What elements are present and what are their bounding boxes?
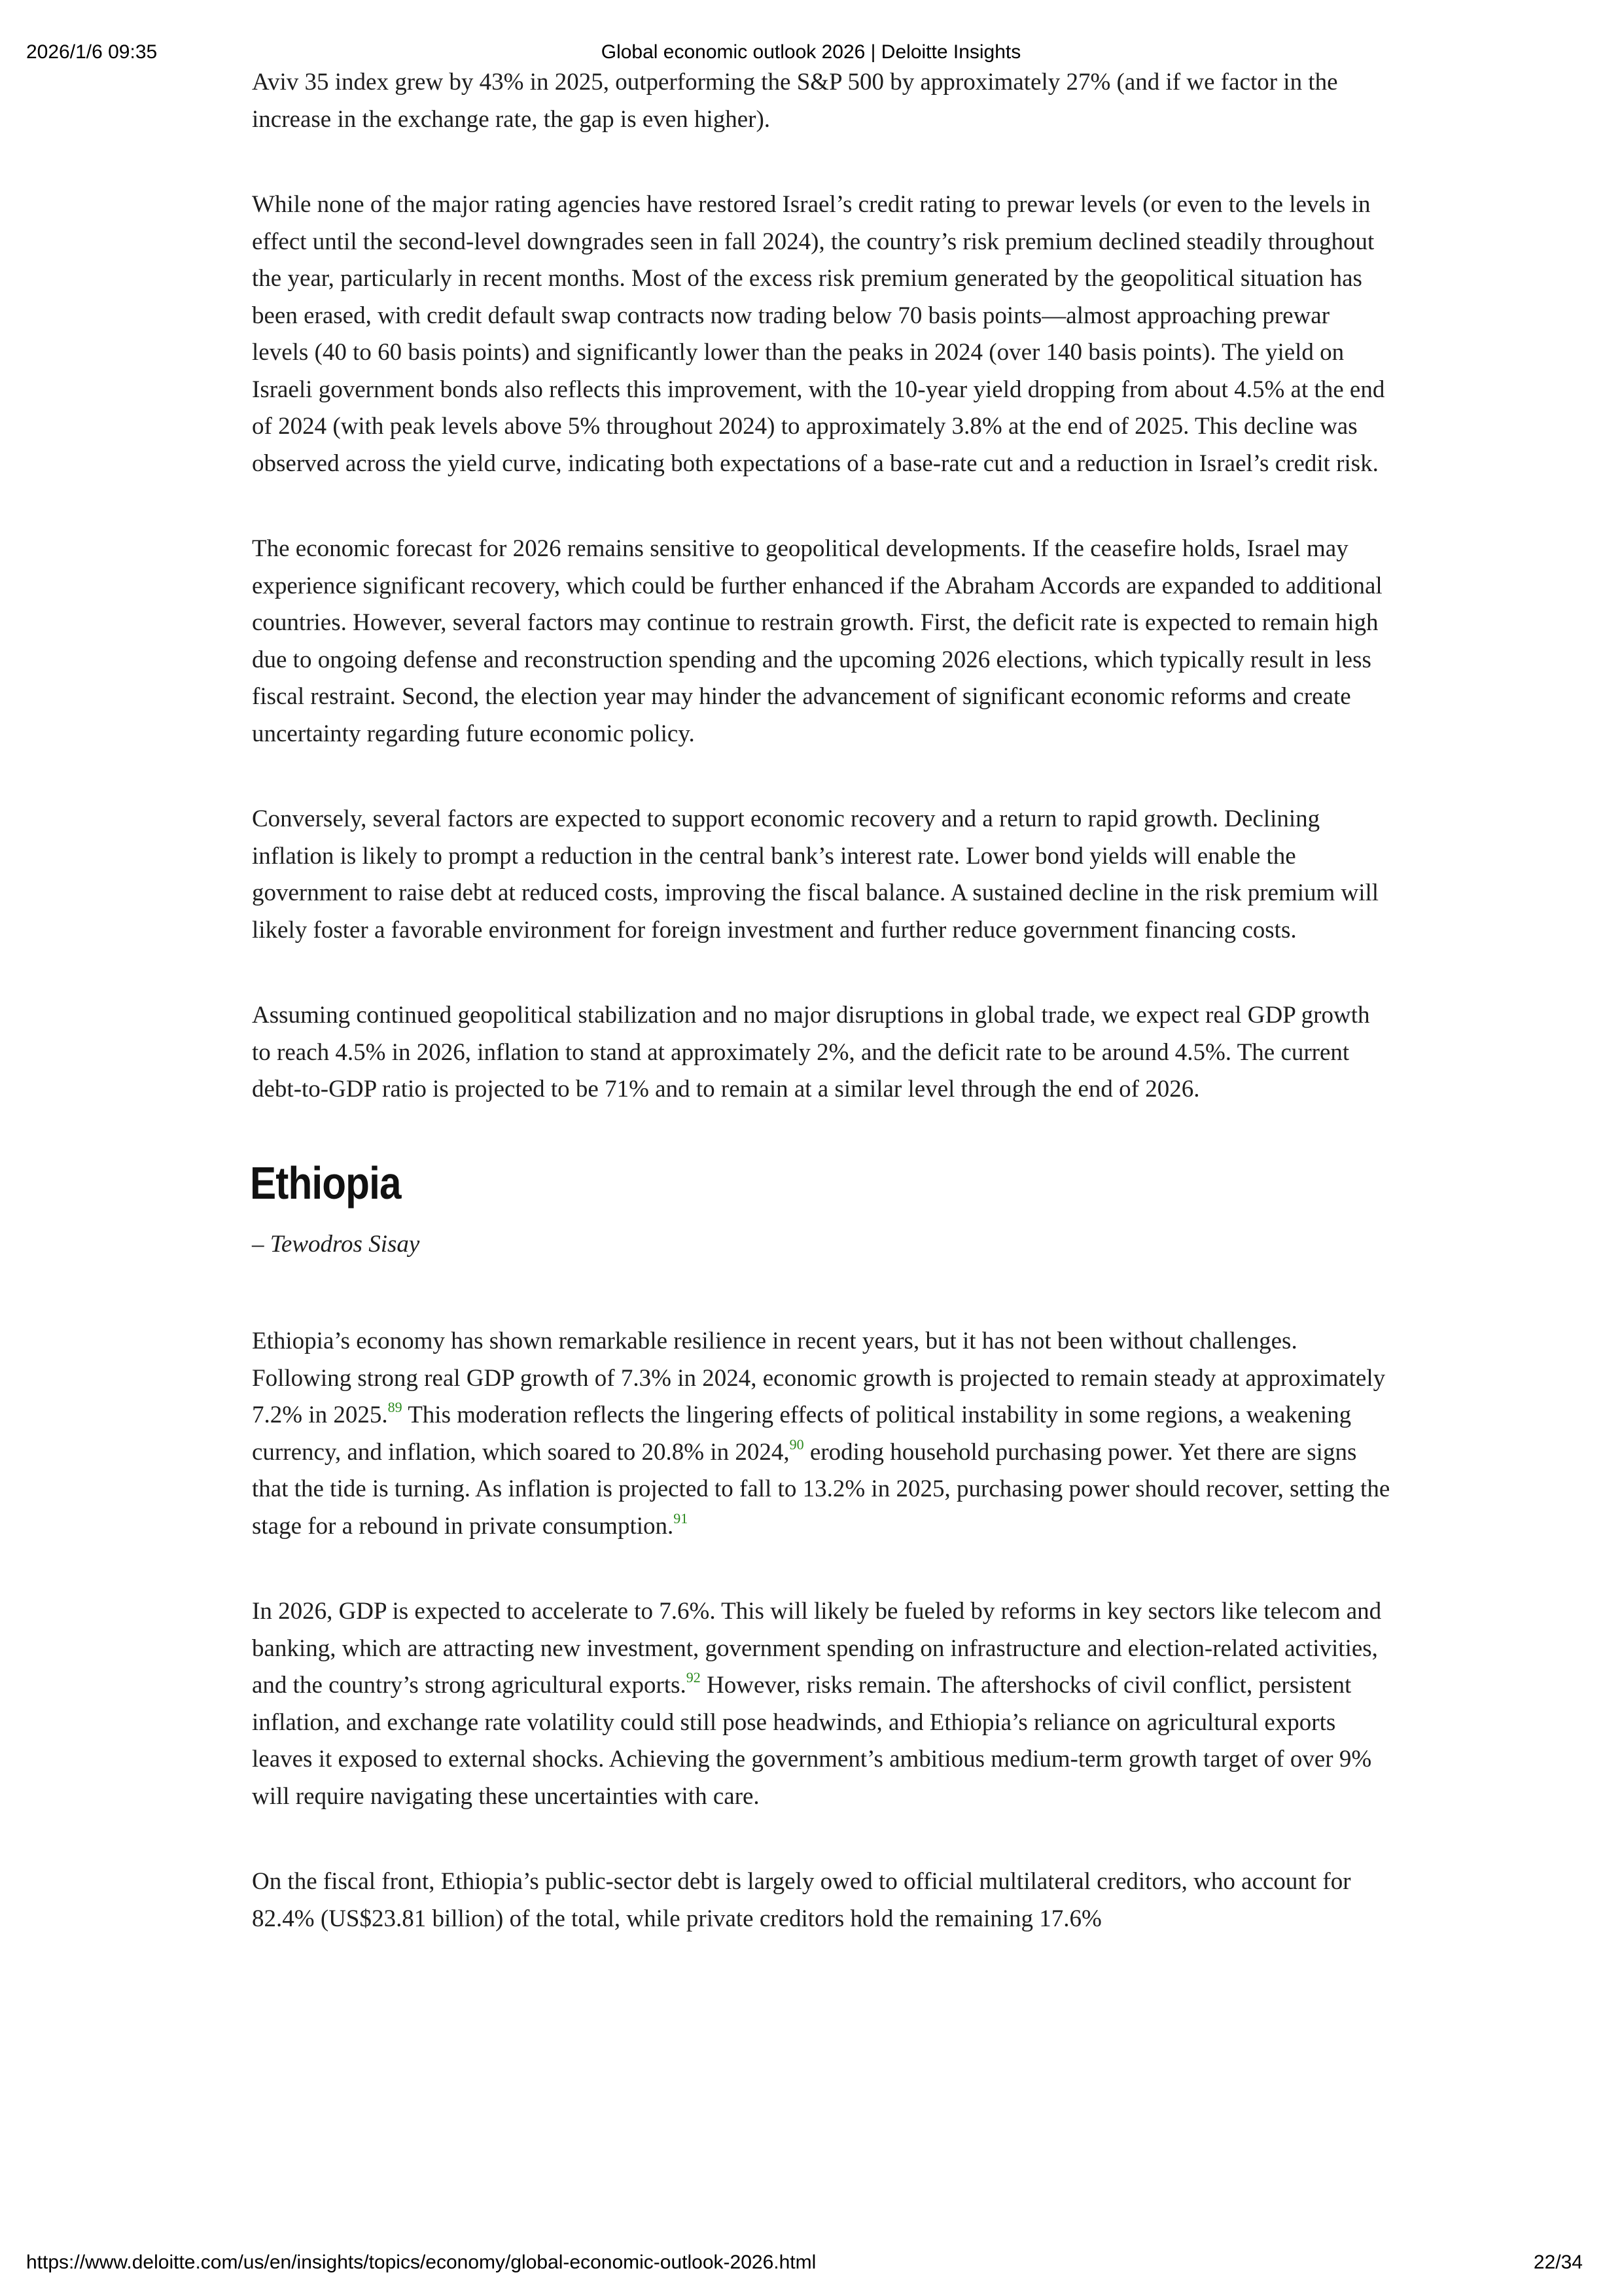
footnote-link[interactable]: 92: [686, 1669, 701, 1686]
print-datetime: 2026/1/6 09:35: [26, 41, 158, 63]
text-segment: eroding household purchasing power. Yet there are signs that the tide is turning. As inflation is projected to fall to 13.2% in 2025, purchasing power should recover, setting the stage for a rebound in private consumption.: [252, 1438, 1390, 1540]
paragraph-ethiopia-growth: [252, 1323, 1390, 1545]
section-heading-ethiopia: Ethiopia: [250, 1157, 401, 1209]
text-segment: This moderation reflects the lingering effects of political instability in some regions, a weakening currency, and inflation, which soared to 20.8% in 2024,: [252, 1402, 1352, 1466]
article-body: [252, 64, 1390, 1986]
footnote-link[interactable]: 91: [673, 1510, 688, 1527]
paragraph-israel-markets: Aviv 35 index grew by 43% in 2025, outperforming the S&P 500 by approximately 27% (and if we factor in the increase in the exchange rate, the gap is even higher).: [252, 69, 1338, 133]
paragraph-israel-outlook: Assuming continued geopolitical stabilization and no major disruptions in global trade, we expect real GDP growth to reach 4.5% in 2026, inflation to stand at approximately 2%, and the deficit rate to be around 4.5%. The current debt-to-GDP ratio is projected to be 71% and to remain at a similar level through the end of 2026.: [252, 1002, 1370, 1103]
print-url: https://www.deloitte.com/us/en/insights/topics/economy/global-economic-outlook-2026.html: [26, 2252, 817, 2273]
paragraph-israel-risk-premium: While none of the major rating agencies have restored Israel’s credit rating to prewar levels (or even to the levels in effect until the second-level downgrades seen in fall 2024), the country’s risk premium declined steadily throughout the year, particularly in recent months. Most of the excess risk premium generated by the geopolitical situation has been erased, with credit default swap contracts now trading below 70 basis points—almost approaching prewar levels (40 to 60 basis points) and significantly lower than the peaks in 2024 (over 140 basis points). The yield on Israeli government bonds also reflects this improvement, with the 10-year yield dropping from about 4.5% at the end of 2024 (with peak levels above 5% throughout 2024) to approximately 3.8% at the end of 2025. This decline was observed across the yield curve, indicating both expectations of a base-rate cut and a reduction in Israel’s credit risk.: [252, 191, 1385, 477]
text-segment: However, risks remain. The aftershocks of civil conflict, persistent inflation, and exchange rate volatility could still pose headwinds, and Ethiopia’s reliance on agricultural exports leaves it exposed to external shocks. Achieving the government’s ambitious medium-term growth target of over 9% will require navigating these uncertainties with care.: [252, 1672, 1372, 1810]
paragraph-israel-recovery-factors: Conversely, several factors are expected to support economic recovery and a return to rapid growth. Declining inflation is likely to prompt a reduction in the central bank’s interest rate. Lower bond yields will enable the government to raise debt at reduced costs, improving the fiscal balance. A sustained decline in the risk premium will likely foster a favorable environment for foreign investment and further reduce government financing costs.: [252, 805, 1379, 944]
text-segment: Ethiopia’s economy has shown remarkable resilience in recent years, but it has not been without challenges. Following strong real GDP growth of 7.3% in 2024, economic growth is projected to remain steady at approximately 7.2% in 2025.: [252, 1328, 1386, 1428]
paragraph-ethiopia-fiscal: On the fiscal front, Ethiopia’s public-sector debt is largely owed to official multilateral creditors, who account for 82.4% (US$23.81 billion) of the total, while private creditors hold the remaining 17.6%: [252, 1868, 1351, 1932]
footnote-link[interactable]: 90: [789, 1436, 804, 1453]
page-number: 22/34: [1533, 2252, 1583, 2273]
text-segment: In 2026, GDP is expected to accelerate to 7.6%. This will likely be fueled by reforms in key sectors like telecom and banking, which are attracting new investment, government spending on infrastructure and election-related activities, and the country’s strong agricultural exports.: [252, 1598, 1382, 1699]
paragraph-israel-forecast: The economic forecast for 2026 remains sensitive to geopolitical developments. If the ceasefire holds, Israel may experience significant recovery, which could be further enhanced if the Abraham Accords are expanded to additional countries. However, several factors may continue to restrain growth. First, the deficit rate is expected to remain high due to ongoing defense and reconstruction spending and the upcoming 2026 elections, which typically result in less fiscal restraint. Second, the election year may hinder the advancement of significant economic reforms and create uncertainty regarding future economic policy.: [252, 535, 1383, 747]
footnote-link[interactable]: 89: [387, 1399, 402, 1415]
paragraph-ethiopia-2026: [252, 1593, 1390, 1815]
author-byline: – Tewodros Sisay: [252, 1230, 420, 1258]
print-page-title: Global economic outlook 2026 | Deloitte Insights: [601, 41, 1021, 63]
